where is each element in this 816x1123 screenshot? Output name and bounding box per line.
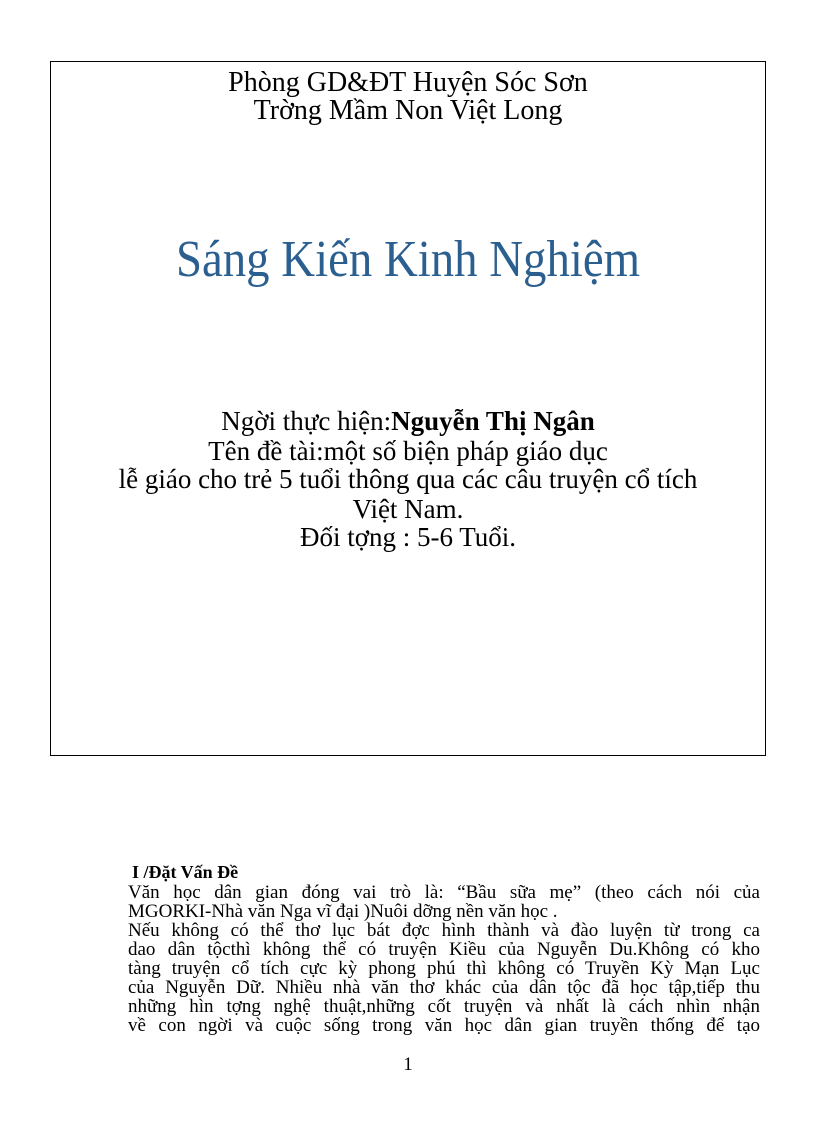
- topic-line-2: lễ giáo cho trẻ 5 tuổi thông qua các câu truyện cổ tích: [118, 464, 698, 494]
- body-line: những hìn tợng nghệ thuật,những cốt truyện và nhất là cách nhìn nhận: [128, 996, 760, 1017]
- topic-line-1: Tên đề tài:một số biện pháp giáo dục: [208, 436, 608, 466]
- author-label: Ngời thực hiện:: [221, 406, 392, 436]
- body-line: Nếu không có thể thơ lục bát đợc hình thành và đào luyện từ trong ca: [128, 920, 760, 941]
- department-name: Phòng GD&ĐT Huyện Sóc Sơn: [228, 67, 588, 98]
- school-name: Trờng Mầm Non Việt Long: [253, 95, 563, 126]
- body-line: dao dân tộcthì không thể có truyện Kiều của Nguyễn Du.Không có kho: [128, 939, 760, 960]
- page-number: 1: [403, 1054, 413, 1075]
- cover-frame: [50, 61, 766, 756]
- body-line: của Nguyễn Dữ. Nhiều nhà văn thơ khác của dân tộc đã học tập,tiếp thu: [128, 977, 760, 998]
- section-heading: I /Đặt Vấn Đề: [132, 862, 239, 882]
- author-name: Nguyễn Thị Ngân: [391, 406, 595, 436]
- author-line: [51, 406, 765, 436]
- body-line: Văn học dân gian đóng vai trò là: “Bầu sữa mẹ” (theo cách nói của: [128, 882, 760, 903]
- problem-statement-section: [128, 862, 760, 1035]
- audience-line: Đối tợng : 5-6 Tuổi.: [299, 522, 517, 552]
- document-title: Sáng Kiến Kinh Nghiệm: [175, 231, 641, 288]
- body-line: MGORKI-Nhà văn Nga vĩ đại )Nuôi dỡng nền văn học .: [128, 901, 558, 922]
- body-line: về con ngời và cuộc sống trong văn học dân gian truyền thống để tạo: [128, 1015, 760, 1036]
- topic-line-3: Việt Nam.: [352, 494, 464, 524]
- body-line: tàng truyện cổ tích cực kỳ phong phú thì không có Truyền Kỳ Mạn Lục: [128, 958, 760, 979]
